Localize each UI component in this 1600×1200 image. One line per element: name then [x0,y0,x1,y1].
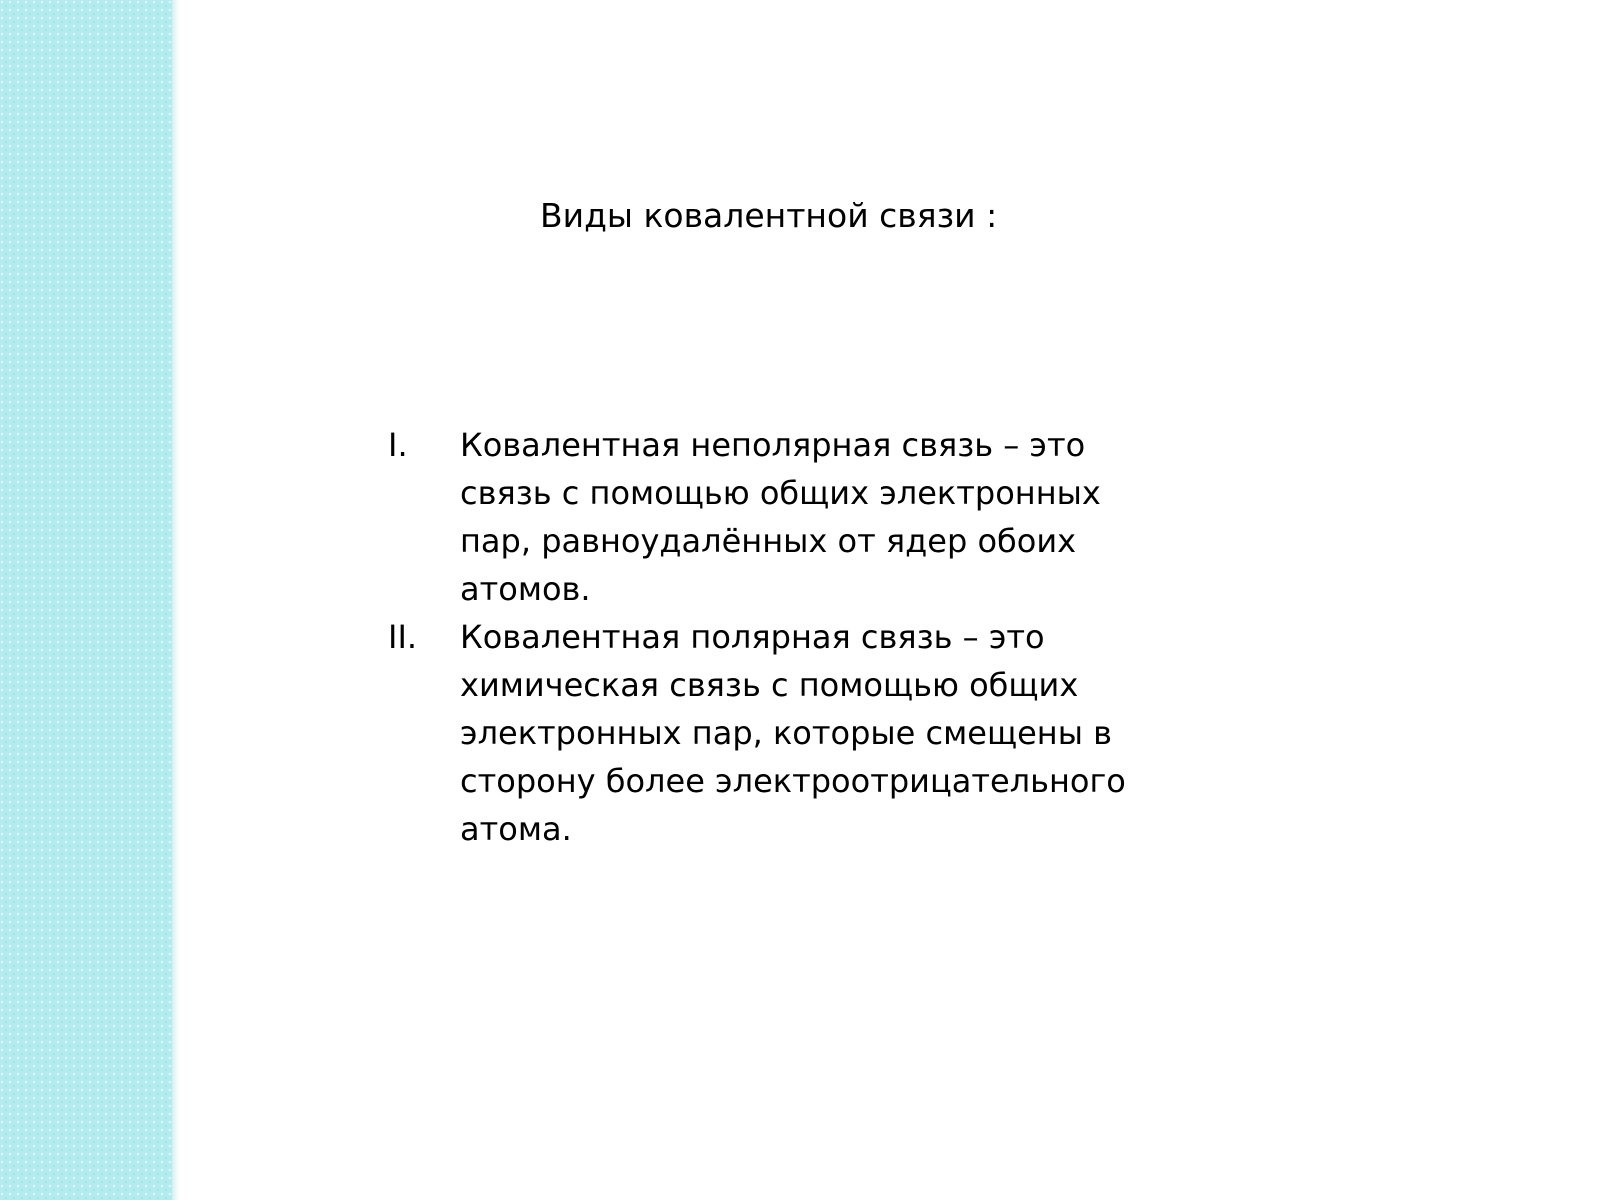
list-item-line: связь с помощью общих электронных [460,474,1101,512]
list-item-line: Ковалентная неполярная связь – это [460,426,1086,464]
list-numeral: II. [388,618,418,656]
decorative-side-band [0,0,172,1200]
list-item-line: атома. [460,810,572,848]
definition-list [388,421,1148,853]
list-numeral: I. [388,426,408,464]
list-item-line: химическая связь с помощью общих [460,666,1079,704]
list-item-line: сторону более электроотрицательного [460,762,1126,800]
list-item-line: электронных пар, которые смещены в [460,714,1112,752]
slide-title: Виды ковалентной связи : [540,196,998,235]
list-item-line: пар, равноудалённых от ядер обоих [460,522,1077,560]
side-band-edge-shadow [172,0,180,1200]
list-item-line: атомов. [460,570,591,608]
list-item-line: Ковалентная полярная связь – это [460,618,1045,656]
list-item-polar [388,613,1148,853]
list-item-nonpolar [388,421,1148,613]
